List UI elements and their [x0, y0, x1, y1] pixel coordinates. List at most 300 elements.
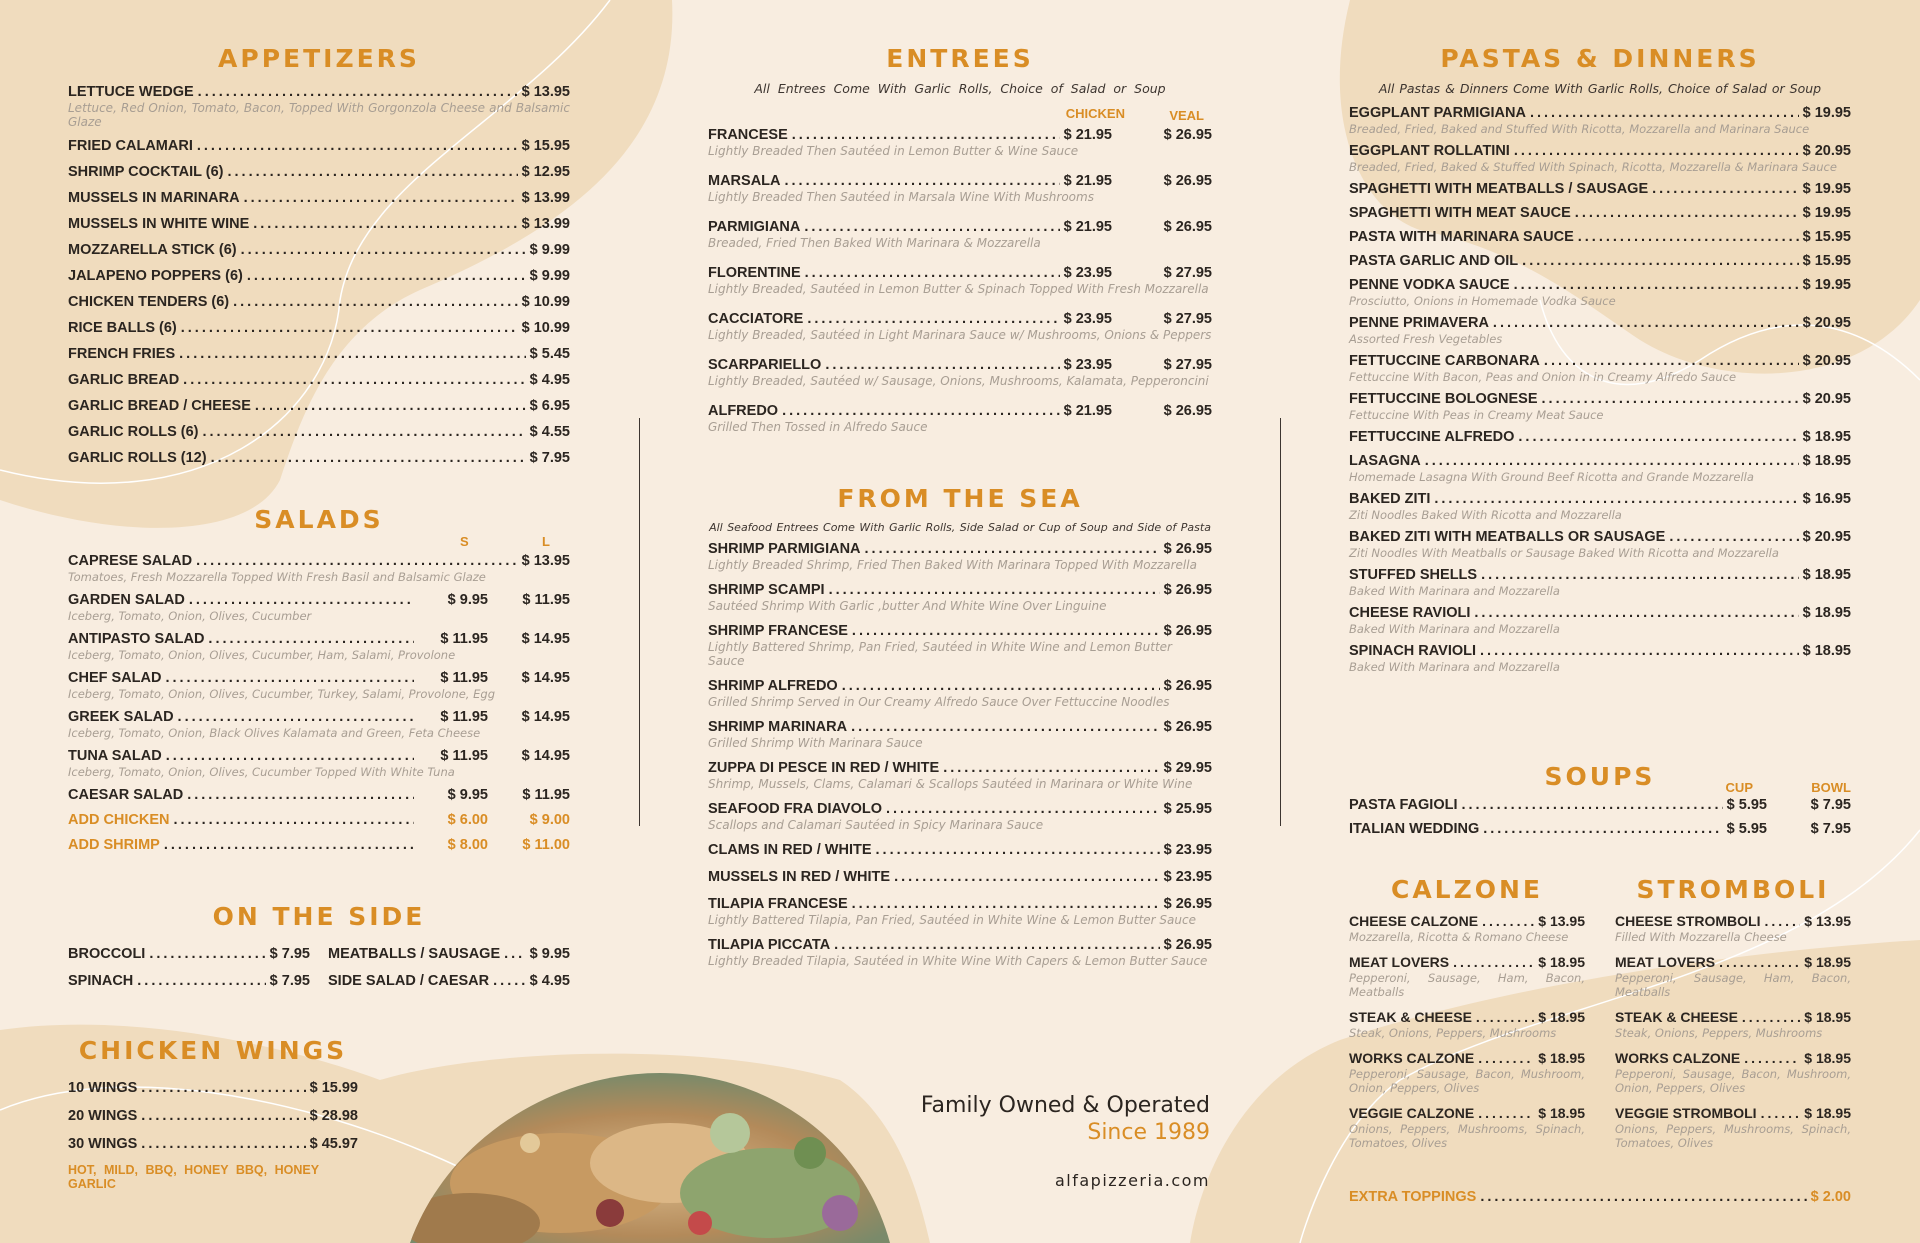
- item-row: [708, 581, 1212, 599]
- item-price: $ 13.95: [521, 84, 570, 100]
- item-name: SHRIMP PARMIGIANA: [708, 541, 861, 557]
- item-name: CHEESE RAVIOLI: [1349, 605, 1471, 621]
- menu-item: [68, 189, 570, 207]
- menu-item: [1349, 796, 1851, 814]
- menu-item: [68, 591, 570, 623]
- item-name: SPINACH RAVIOLI: [1349, 643, 1477, 659]
- soups-col-bowl: BOWL: [1811, 780, 1851, 795]
- menu-item: [1349, 204, 1851, 222]
- item-price: $ 18.95: [1538, 1050, 1585, 1066]
- item-row: [1349, 490, 1851, 508]
- item-price: $ 18.95: [1538, 954, 1585, 970]
- side-title: ON THE SIDE: [212, 902, 426, 931]
- item-row: [708, 402, 1212, 420]
- item-price: $ 26.95: [1163, 623, 1212, 639]
- wings-list: [68, 1079, 358, 1153]
- pastas-list: [1349, 104, 1851, 674]
- item-row: [1349, 566, 1851, 584]
- item-name: MEAT LOVERS: [1349, 954, 1450, 970]
- menu-item: [1615, 1104, 1851, 1150]
- item-price: $ 15.99: [309, 1080, 358, 1096]
- item-price: $ 19.95: [1802, 181, 1851, 197]
- item-price-large: $ 14.95: [521, 709, 570, 725]
- item-price: $ 29.95: [1163, 760, 1212, 776]
- item-desc: Lightly Breaded Tilapia, Sautéed in White Wine With Capers & Lemon Butter Sauce: [708, 954, 1208, 968]
- item-desc: Ziti Noodles With Meatballs or Sausage Baked With Ricotta and Mozzarella: [1349, 546, 1779, 560]
- menu-item: [1349, 912, 1585, 944]
- item-row: [1615, 953, 1851, 971]
- item-row: [68, 163, 570, 181]
- item-price: $ 26.95: [1163, 937, 1212, 953]
- item-name: SHRIMP COCKTAIL (6): [68, 164, 224, 180]
- menu-item: [708, 540, 1212, 572]
- menu-item: [68, 345, 570, 363]
- item-price: $ 19.95: [1802, 205, 1851, 221]
- menu-item: [708, 868, 1212, 886]
- item-name: STUFFED SHELLS: [1349, 567, 1478, 583]
- item-row: [68, 552, 570, 570]
- menu-item: [68, 708, 570, 740]
- item-name: FETTUCCINE ALFREDO: [1349, 429, 1515, 445]
- item-name: FETTUCCINE CARBONARA: [1349, 353, 1540, 369]
- salads-col-small: S: [460, 534, 469, 549]
- item-row: [68, 1107, 358, 1125]
- item-name: MUSSELS IN MARINARA: [68, 190, 240, 206]
- item-price-veal: $ 27.95: [1163, 357, 1212, 373]
- menu-item: [1349, 566, 1851, 598]
- item-price-small: $ 8.00: [447, 837, 488, 853]
- item-name: SPINACH: [68, 973, 134, 989]
- item-row: [1349, 1049, 1585, 1067]
- item-row: [68, 1079, 358, 1097]
- item-name: VEGGIE STROMBOLI: [1615, 1105, 1757, 1121]
- menu-item: [708, 759, 1212, 791]
- item-row: [68, 972, 310, 990]
- item-name: SHRIMP SCAMPI: [708, 582, 825, 598]
- item-row: [1349, 252, 1851, 270]
- menu-item: [1349, 1104, 1585, 1150]
- item-row: [68, 591, 570, 609]
- menu-item: [1615, 953, 1851, 999]
- item-name: CHEESE STROMBOLI: [1615, 913, 1761, 929]
- item-name: RICE BALLS (6): [68, 320, 177, 336]
- stromboli-list: [1615, 912, 1851, 1150]
- entrees-note: All Entrees Come With Garlic Rolls, Choice of Salad or Soup: [754, 81, 1166, 96]
- item-price: $ 23.95: [1163, 842, 1212, 858]
- item-desc: Prosciutto, Onions in Homemade Vodka Sauce: [1349, 294, 1616, 308]
- item-name: SIDE SALAD / CAESAR: [328, 973, 490, 989]
- item-name: MUSSELS IN WHITE WINE: [68, 216, 250, 232]
- item-price-large: $ 11.95: [522, 592, 570, 608]
- menu-item: [1349, 314, 1851, 346]
- item-row: [68, 747, 570, 765]
- menu-item: [1349, 352, 1851, 384]
- item-price-small: $ 9.95: [447, 787, 488, 803]
- menu-item: [1349, 228, 1851, 246]
- item-price: $ 16.95: [1802, 491, 1851, 507]
- entrees-col-chicken: CHICKEN: [1065, 106, 1125, 121]
- item-price-large: $ 9.00: [529, 812, 570, 828]
- item-name: SCARPARIELLO: [708, 357, 822, 373]
- menu-item: [68, 836, 570, 854]
- item-name: SPAGHETTI WITH MEATBALLS / SAUSAGE: [1349, 181, 1649, 197]
- item-desc: Pepperoni, Sausage, Bacon, Mushroom, Onion, Peppers, Olives: [1615, 1067, 1851, 1095]
- menu-item: [68, 747, 570, 779]
- item-price-large: $ 14.95: [521, 670, 570, 686]
- item-price-veal: $ 27.95: [1163, 265, 1212, 281]
- menu-item: [1615, 1049, 1851, 1095]
- item-row: [1349, 142, 1851, 160]
- item-name: VEGGIE CALZONE: [1349, 1105, 1475, 1121]
- item-name: TILAPIA FRANCESE: [708, 896, 848, 912]
- side-left-list: [68, 945, 310, 999]
- item-name: EGGPLANT ROLLATINI: [1349, 143, 1510, 159]
- item-row: [708, 218, 1212, 236]
- menu-item: [68, 552, 570, 584]
- item-name: CHEF SALAD: [68, 670, 162, 686]
- menu-item: [68, 423, 570, 441]
- item-row: [68, 423, 570, 441]
- item-name: JALAPENO POPPERS (6): [68, 268, 243, 284]
- item-price-small: $ 9.95: [447, 592, 488, 608]
- item-desc: Grilled Shrimp With Marinara Sauce: [708, 736, 923, 750]
- menu-item: [708, 841, 1212, 859]
- extra-toppings-row: [1349, 1188, 1851, 1206]
- item-name: PENNE PRIMAVERA: [1349, 315, 1489, 331]
- menu-item: [1615, 1008, 1851, 1040]
- item-name: 10 WINGS: [68, 1080, 138, 1096]
- item-row: [68, 267, 570, 285]
- menu-item: [1349, 528, 1851, 560]
- entrees-list: [708, 126, 1212, 434]
- item-name: FLORENTINE: [708, 265, 801, 281]
- item-desc: Breaded, Fried, Baked and Stuffed With Ricotta, Mozzarella and Marinara Sauce: [1349, 122, 1810, 136]
- item-price: $ 13.99: [521, 190, 570, 206]
- side-right-list: [328, 945, 570, 999]
- item-price: $ 13.95: [521, 553, 570, 569]
- item-desc: Fettuccine With Peas in Creamy Meat Sauce: [1349, 408, 1604, 422]
- item-row: [328, 945, 570, 963]
- item-price: $ 13.99: [521, 216, 570, 232]
- item-name: BAKED ZITI: [1349, 491, 1431, 507]
- item-price-large: $ 11.95: [522, 787, 570, 803]
- item-price-bowl: $ 7.95: [1810, 797, 1851, 813]
- menu-item: [1349, 142, 1851, 174]
- item-price: $ 13.95: [1538, 913, 1585, 929]
- item-name: CHICKEN TENDERS (6): [68, 294, 230, 310]
- item-name: LETTUCE WEDGE: [68, 84, 194, 100]
- menu-item: [68, 319, 570, 337]
- item-price: $ 9.99: [529, 242, 570, 258]
- item-name: FRIED CALAMARI: [68, 138, 193, 154]
- wings-section: [68, 1036, 358, 1191]
- item-price-small: $ 6.00: [447, 812, 488, 828]
- item-desc: Lettuce, Red Onion, Tomato, Bacon, Topped With Gorgonzola Cheese and Balsamic Glaze: [68, 101, 570, 129]
- salads-col-large: L: [542, 534, 550, 549]
- pastas-section: [1349, 44, 1851, 680]
- menu-item: [328, 945, 570, 963]
- item-price-bowl: $ 7.95: [1810, 821, 1851, 837]
- salads-section: [68, 505, 570, 861]
- menu-item: [1349, 276, 1851, 308]
- item-row: [1615, 1104, 1851, 1122]
- menu-item: [1349, 820, 1851, 838]
- soups-col-cup: CUP: [1725, 780, 1753, 795]
- item-row: [1615, 1049, 1851, 1067]
- menu-item: [1615, 912, 1851, 944]
- menu-item: [328, 972, 570, 990]
- menu-item: [68, 669, 570, 701]
- item-desc: Sautéed Shrimp With Garlic ,butter And White Wine Over Linguine: [708, 599, 1107, 613]
- item-name: GARLIC BREAD / CHEESE: [68, 398, 251, 414]
- item-row: [708, 126, 1212, 144]
- item-price: $ 18.95: [1804, 954, 1851, 970]
- menu-item: [68, 267, 570, 285]
- item-name: CLAMS IN RED / WHITE: [708, 842, 872, 858]
- item-price: $ 19.95: [1802, 105, 1851, 121]
- menu-item: [1349, 452, 1851, 484]
- item-name: ADD SHRIMP: [68, 837, 160, 853]
- item-price: $ 13.95: [1804, 913, 1851, 929]
- item-row: [708, 841, 1212, 859]
- menu-item: [1349, 104, 1851, 136]
- item-row: [68, 83, 570, 101]
- item-desc: Shrimp, Mussels, Clams, Calamari & Scallops Sautéed in Marinara or White Wine: [708, 777, 1193, 791]
- item-price-large: $ 14.95: [521, 748, 570, 764]
- item-row: [1615, 1008, 1851, 1026]
- item-price: $ 9.99: [529, 268, 570, 284]
- menu-item: [708, 581, 1212, 613]
- item-price-chicken: $ 21.95: [1063, 127, 1112, 143]
- item-name: GARLIC ROLLS (6): [68, 424, 199, 440]
- item-row: [708, 936, 1212, 954]
- item-price: $ 20.95: [1802, 391, 1851, 407]
- item-price-cup: $ 5.95: [1726, 797, 1767, 813]
- item-row: [1349, 604, 1851, 622]
- item-price-chicken: $ 23.95: [1063, 265, 1112, 281]
- item-desc: Lightly Breaded, Sautéed in Light Marinara Sauce w/ Mushrooms, Onions & Peppers: [708, 328, 1212, 342]
- item-name: GARLIC ROLLS (12): [68, 450, 207, 466]
- sea-note: All Seafood Entrees Come With Garlic Rolls, Side Salad or Cup of Soup and Side of Pasta: [709, 521, 1211, 534]
- item-price-cup: $ 5.95: [1726, 821, 1767, 837]
- menu-item: [68, 241, 570, 259]
- item-name: PENNE VODKA SAUCE: [1349, 277, 1510, 293]
- item-desc: Homemade Lasagna With Ground Beef Ricotta and Grande Mozzarella: [1349, 470, 1754, 484]
- menu-item: [1349, 390, 1851, 422]
- menu-item: [68, 163, 570, 181]
- since-text: Since 1989: [1087, 1120, 1210, 1145]
- menu-item: [708, 622, 1212, 668]
- item-price: $ 19.95: [1802, 277, 1851, 293]
- appetizers-list: [68, 83, 570, 467]
- menu-item: [68, 786, 570, 804]
- item-price: $ 15.95: [1802, 229, 1851, 245]
- item-desc: Iceberg, Tomato, Onion, Olives, Cucumber: [68, 609, 312, 623]
- item-row: [1615, 912, 1851, 930]
- menu-item: [68, 972, 310, 990]
- item-desc: Steak, Onions, Peppers, Mushrooms: [1615, 1026, 1823, 1040]
- menu-item: [68, 1107, 358, 1125]
- item-name: ZUPPA DI PESCE IN RED / WHITE: [708, 760, 940, 776]
- footer-block: [860, 1093, 1210, 1190]
- menu-item: [708, 264, 1212, 296]
- item-price-veal: $ 27.95: [1163, 311, 1212, 327]
- item-price: $ 12.95: [521, 164, 570, 180]
- entrees-section: [708, 44, 1212, 448]
- item-price: $ 18.95: [1804, 1050, 1851, 1066]
- item-name: PASTA FAGIOLI: [1349, 797, 1458, 813]
- item-name: SHRIMP MARINARA: [708, 719, 848, 735]
- item-price: $ 10.99: [521, 294, 570, 310]
- item-price: $ 2.00: [1810, 1189, 1851, 1205]
- item-row: [708, 677, 1212, 695]
- item-row: [68, 945, 310, 963]
- menu-item: [708, 800, 1212, 832]
- item-row: [68, 811, 570, 829]
- item-name: LASAGNA: [1349, 453, 1421, 469]
- item-price: $ 18.95: [1804, 1009, 1851, 1025]
- item-name: FRENCH FRIES: [68, 346, 176, 362]
- item-price-chicken: $ 23.95: [1063, 311, 1112, 327]
- item-name: MUSSELS IN RED / WHITE: [708, 869, 891, 885]
- item-desc: Grilled Then Tossed in Alfredo Sauce: [708, 420, 928, 434]
- item-row: [1349, 912, 1585, 930]
- item-desc: Baked With Marinara and Mozzarella: [1349, 660, 1560, 674]
- menu-item: [708, 718, 1212, 750]
- menu-item: [1349, 252, 1851, 270]
- item-name: CACCIATORE: [708, 311, 804, 327]
- item-row: [708, 622, 1212, 640]
- item-row: [68, 319, 570, 337]
- item-desc: Pepperoni, Sausage, Bacon, Mushroom, Onion, Peppers, Olives: [1349, 1067, 1585, 1095]
- item-price: $ 4.95: [529, 973, 570, 989]
- salads-title: SALADS: [254, 505, 384, 534]
- item-price: $ 18.95: [1538, 1105, 1585, 1121]
- item-row: [1349, 390, 1851, 408]
- item-name: GARDEN SALAD: [68, 592, 185, 608]
- menu-item: [1349, 490, 1851, 522]
- item-price: $ 18.95: [1802, 643, 1851, 659]
- item-desc: Lightly Breaded, Sautéed in Lemon Butter & Spinach Topped With Fresh Mozzarella: [708, 282, 1209, 296]
- sea-title: FROM THE SEA: [837, 484, 1083, 513]
- item-price: $ 20.95: [1802, 353, 1851, 369]
- wings-title: CHICKEN WINGS: [78, 1036, 348, 1065]
- website-link[interactable]: alfapizzeria.com: [1054, 1171, 1210, 1190]
- menu-item: [68, 83, 570, 129]
- item-name: ALFREDO: [708, 403, 779, 419]
- item-price-veal: $ 26.95: [1163, 127, 1212, 143]
- item-desc: Lightly Breaded Shrimp, Fried Then Baked With Marinara Topped With Mozzarella: [708, 558, 1197, 572]
- item-row: [708, 172, 1212, 190]
- appetizers-section: [68, 44, 570, 475]
- item-row: [708, 895, 1212, 913]
- item-name: TILAPIA PICCATA: [708, 937, 831, 953]
- item-price-veal: $ 26.95: [1163, 219, 1212, 235]
- calzone-title: CALZONE: [1390, 875, 1543, 904]
- item-row: [68, 345, 570, 363]
- item-desc: Baked With Marinara and Mozzarella: [1349, 584, 1560, 598]
- family-owned-text: Family Owned & Operated: [920, 1093, 1210, 1118]
- wings-flavors: HOT, MILD, BBQ, HONEY BBQ, HONEY GARLIC: [68, 1163, 319, 1191]
- item-price: $ 23.95: [1163, 869, 1212, 885]
- item-row: [708, 868, 1212, 886]
- entrees-col-veal: VEAL: [1169, 108, 1204, 123]
- item-name: EXTRA TOPPINGS: [1349, 1189, 1477, 1205]
- item-name: ANTIPASTO SALAD: [68, 631, 205, 647]
- item-desc: Breaded, Fried Then Baked With Marinara & Mozzarella: [708, 236, 1041, 250]
- item-row: [68, 836, 570, 854]
- item-price: $ 28.98: [309, 1108, 358, 1124]
- item-price: $ 15.95: [521, 138, 570, 154]
- item-price: $ 18.95: [1802, 605, 1851, 621]
- item-name: GARLIC BREAD: [68, 372, 180, 388]
- item-price: $ 18.95: [1802, 429, 1851, 445]
- item-name: FETTUCCINE BOLOGNESE: [1349, 391, 1538, 407]
- item-price: $ 4.95: [529, 372, 570, 388]
- item-name: FRANCESE: [708, 127, 788, 143]
- item-row: [1349, 228, 1851, 246]
- menu-item: [68, 371, 570, 389]
- menu-item: [708, 677, 1212, 709]
- item-name: ITALIAN WEDDING: [1349, 821, 1480, 837]
- item-desc: Steak, Onions, Peppers, Mushrooms: [1349, 1026, 1557, 1040]
- stromboli-title: STROMBOLI: [1636, 875, 1830, 904]
- menu-item: [708, 218, 1212, 250]
- item-row: [68, 1135, 358, 1153]
- item-row: [1349, 428, 1851, 446]
- menu-item: [708, 936, 1212, 968]
- item-row: [68, 137, 570, 155]
- menu-item: [1349, 642, 1851, 674]
- item-price-chicken: $ 21.95: [1063, 219, 1112, 235]
- item-row: [68, 241, 570, 259]
- item-row: [1349, 104, 1851, 122]
- item-name: MOZZARELLA STICK (6): [68, 242, 237, 258]
- item-row: [1349, 314, 1851, 332]
- menu-item: [68, 945, 310, 963]
- item-desc: Fettuccine With Bacon, Peas and Onion in in Creamy Alfredo Sauce: [1349, 370, 1737, 384]
- menu-item: [708, 402, 1212, 434]
- item-desc: Pepperoni, Sausage, Ham, Bacon, Meatballs: [1349, 971, 1585, 999]
- item-price: $ 26.95: [1163, 678, 1212, 694]
- item-name: SHRIMP ALFREDO: [708, 678, 838, 694]
- item-name: EGGPLANT PARMIGIANA: [1349, 105, 1526, 121]
- menu-item: [708, 172, 1212, 204]
- item-name: SPAGHETTI WITH MEAT SAUCE: [1349, 205, 1571, 221]
- calzone-list: [1349, 912, 1585, 1150]
- item-price: $ 6.95: [529, 398, 570, 414]
- item-price: $ 7.95: [529, 450, 570, 466]
- soups-title: SOUPS: [1544, 762, 1656, 791]
- item-row: [708, 310, 1212, 328]
- menu-item: [68, 449, 570, 467]
- item-desc: Lightly Breaded Then Sautéed in Lemon Butter & Wine Sauce: [708, 144, 1079, 158]
- item-price: $ 26.95: [1163, 896, 1212, 912]
- soups-section: [1349, 762, 1851, 844]
- item-desc: Mozzarella, Ricotta & Romano Cheese: [1349, 930, 1569, 944]
- item-name: MARSALA: [708, 173, 781, 189]
- item-row: [1349, 1008, 1585, 1026]
- menu-item: [68, 397, 570, 415]
- pastas-note: All Pastas & Dinners Come With Garlic Rolls, Choice of Salad or Soup: [1378, 81, 1822, 96]
- menu-item: [1349, 1049, 1585, 1095]
- item-name: 20 WINGS: [68, 1108, 138, 1124]
- sea-section: [708, 484, 1212, 977]
- menu-item: [1349, 428, 1851, 446]
- item-desc: Lightly Battered Shrimp, Pan Fried, Sautéed in White Wine and Lemon Butter Sauce: [708, 640, 1172, 668]
- menu-item: [1349, 604, 1851, 636]
- item-row: [1349, 820, 1851, 838]
